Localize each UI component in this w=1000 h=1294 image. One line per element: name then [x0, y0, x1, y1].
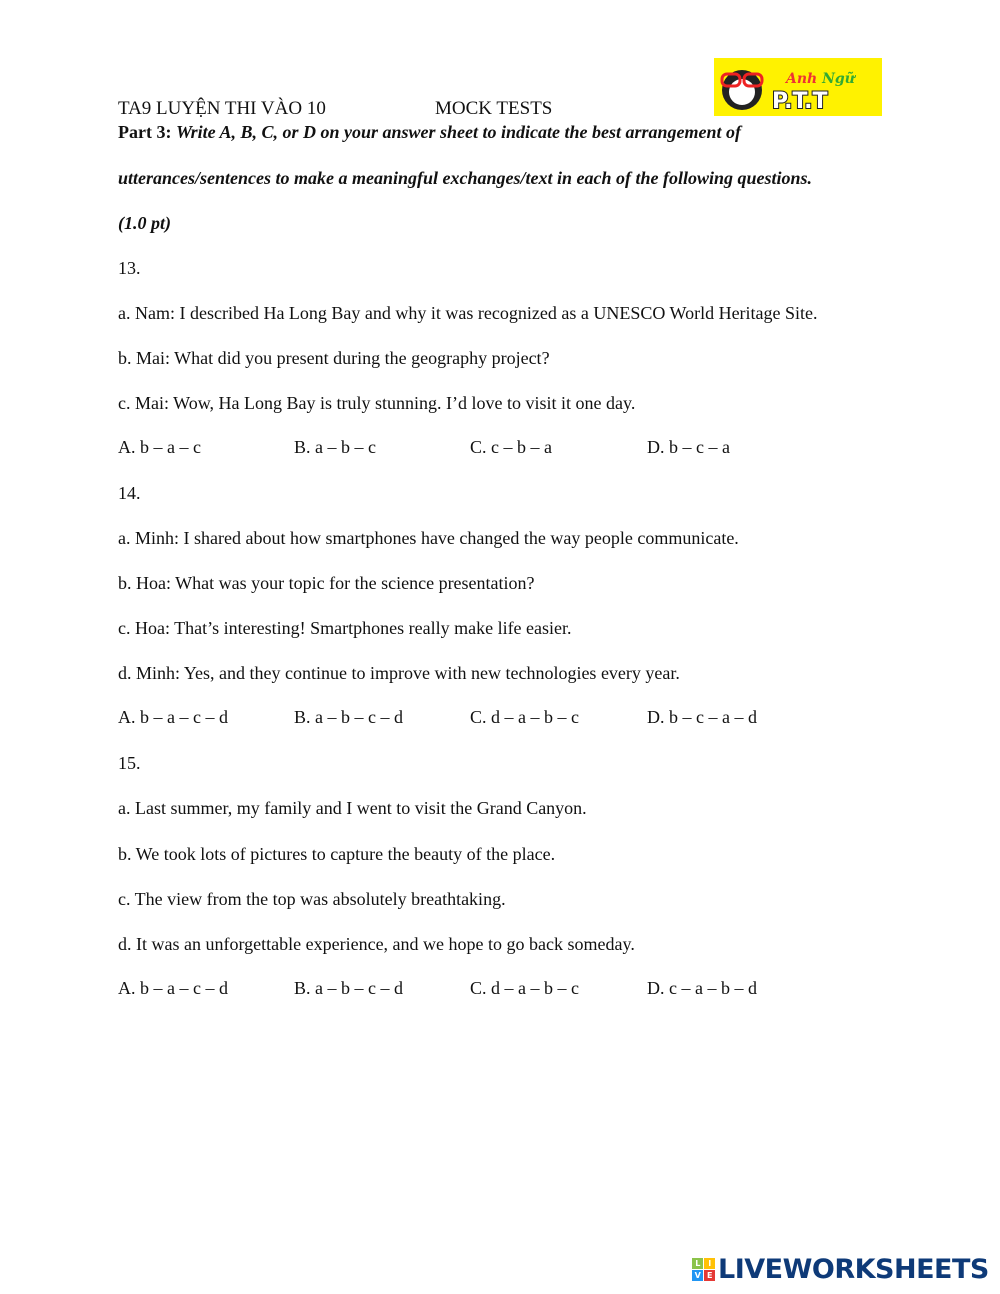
- answer-options: [118, 707, 818, 729]
- brand-name: LIVEWORKSHEETS: [718, 1254, 989, 1285]
- question-item: d. Minh: Yes, and they continue to improve with new technologies every year.: [118, 663, 680, 683]
- header-subtitle: MOCK TESTS: [435, 98, 553, 119]
- question-item: b. We took lots of pictures to capture the beauty of the place.: [118, 844, 556, 864]
- answer-options: [118, 437, 818, 459]
- option-c[interactable]: C. d – a – b – c: [470, 978, 579, 998]
- option-b[interactable]: B. a – b – c: [294, 437, 376, 457]
- liveworksheets-logo: [692, 1254, 989, 1285]
- option-a[interactable]: A. b – a – c – d: [118, 707, 228, 727]
- live-tiles-icon: L I V E: [692, 1258, 715, 1281]
- question-item: a. Minh: I shared about how smartphones have changed the way people communicate.: [118, 528, 739, 548]
- question-item: c. Hoa: That’s interesting! Smartphones really make life easier.: [118, 618, 572, 638]
- answer-options: [118, 978, 818, 1000]
- question-number: 13.: [118, 258, 141, 278]
- option-a[interactable]: A. b – a – c: [118, 437, 201, 457]
- question-item: c. The view from the top was absolutely breathtaking.: [118, 889, 506, 909]
- option-b[interactable]: B. a – b – c – d: [294, 978, 403, 998]
- question-item: b. Hoa: What was your topic for the science presentation?: [118, 573, 535, 593]
- option-d[interactable]: D. b – c – a: [647, 437, 730, 457]
- question-item: a. Last summer, my family and I went to visit the Grand Canyon.: [118, 798, 587, 818]
- question-item: b. Mai: What did you present during the geography project?: [118, 348, 550, 368]
- option-a[interactable]: A. b – a – c – d: [118, 978, 228, 998]
- instructions-line-1: Part 3: Write A, B, C, or D on your answer sheet to indicate the best arrangement of: [118, 122, 742, 142]
- question-number: 15.: [118, 753, 141, 773]
- part-label: Part 3:: [118, 122, 172, 142]
- svg-text:Anh Ngữ: Anh Ngữ: [786, 71, 855, 87]
- points-label: (1.0 pt): [118, 213, 171, 233]
- option-c[interactable]: C. c – b – a: [470, 437, 552, 457]
- document-header: [118, 98, 553, 120]
- question-number: 14.: [118, 483, 141, 503]
- svg-text:P.T.T: P.T.T: [772, 89, 828, 114]
- question-item: a. Nam: I described Ha Long Bay and why it was recognized as a UNESCO World Heritage Site.: [118, 303, 818, 323]
- option-c[interactable]: C. d – a – b – c: [470, 707, 579, 727]
- option-d[interactable]: D. b – c – a – d: [647, 707, 757, 727]
- question-item: d. It was an unforgettable experience, and we hope to go back someday.: [118, 934, 635, 954]
- ptt-logo: [714, 58, 882, 116]
- option-b[interactable]: B. a – b – c – d: [294, 707, 403, 727]
- option-d[interactable]: D. c – a – b – d: [647, 978, 757, 998]
- question-item: c. Mai: Wow, Ha Long Bay is truly stunning. I’d love to visit it one day.: [118, 393, 636, 413]
- header-title: TA9 LUYỆN THI VÀO 10: [118, 98, 326, 119]
- instructions-line-2: utterances/sentences to make a meaningful exchanges/text in each of the following questions.: [118, 168, 813, 188]
